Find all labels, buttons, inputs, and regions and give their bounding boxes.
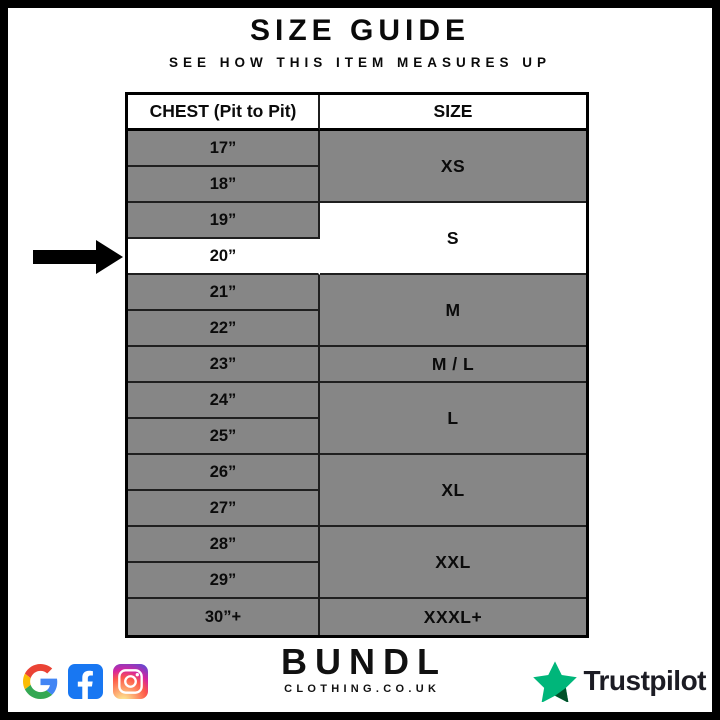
chest-cell: 25” — [128, 419, 320, 455]
size-table — [125, 92, 589, 638]
page-subtitle: SEE HOW THIS ITEM MEASURES UP — [168, 55, 552, 70]
brand-tagline: CLOTHING.CO.UK — [284, 683, 441, 695]
column-header-chest: CHEST (Pit to Pit) — [128, 95, 320, 131]
chest-cell: 22” — [128, 311, 320, 347]
chest-cell: 29” — [128, 563, 320, 599]
chest-cell: 30”+ — [128, 599, 320, 635]
facebook-icon[interactable] — [68, 664, 103, 699]
trustpilot-logo[interactable] — [533, 660, 706, 702]
size-cell: XS — [320, 131, 586, 203]
size-cell: S — [320, 203, 586, 275]
column-header-size: SIZE — [320, 95, 586, 131]
size-cell: L — [320, 383, 586, 455]
google-icon[interactable] — [23, 664, 58, 699]
brand-logo — [281, 641, 447, 695]
size-cell: M / L — [320, 347, 586, 383]
chest-cell: 17” — [128, 131, 320, 167]
row-pointer-arrow-icon — [33, 240, 123, 274]
chest-cell: 23” — [128, 347, 320, 383]
chest-cell: 18” — [128, 167, 320, 203]
trustpilot-label: Trustpilot — [583, 665, 706, 696]
social-icons — [23, 664, 148, 699]
chest-cell: 26” — [128, 455, 320, 491]
size-cell: XXXL+ — [320, 599, 586, 635]
chest-cell: 24” — [128, 383, 320, 419]
size-cell: M — [320, 275, 586, 347]
chest-cell: 27” — [128, 491, 320, 527]
instagram-icon[interactable] — [113, 664, 148, 699]
size-cell: XXL — [320, 527, 586, 599]
page-title: SIZE GUIDE — [249, 14, 471, 47]
size-cell: XL — [320, 455, 586, 527]
brand-name: BUNDL — [281, 641, 447, 682]
trustpilot-star-icon — [533, 660, 577, 702]
chest-cell: 19” — [128, 203, 320, 239]
chest-cell: 21” — [128, 275, 320, 311]
chest-cell: 28” — [128, 527, 320, 563]
chest-cell: 20” — [128, 239, 320, 275]
